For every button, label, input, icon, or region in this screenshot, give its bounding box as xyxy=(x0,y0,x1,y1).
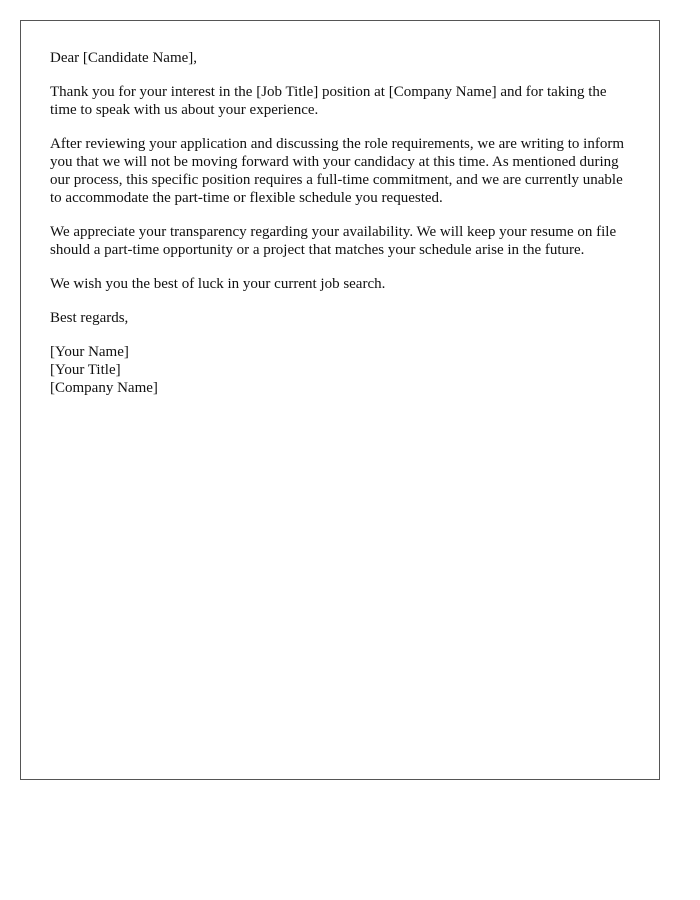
signature-block xyxy=(50,343,635,397)
paragraph-well-wishes: We wish you the best of luck in your current job search. xyxy=(50,276,386,292)
signature-company: [Company Name] xyxy=(50,380,158,396)
signature-name: [Your Name] xyxy=(50,344,129,360)
closing: Best regards, xyxy=(50,310,129,326)
salutation: Dear [Candidate Name], xyxy=(50,50,198,66)
paragraph-decision: After reviewing your application and discussing the role requirements, we are writing to inform you that we will not be moving forward with your candidacy at this time. As mentioned during our process, this specific position requires a full-time commitment, and we are currently unable to accommodate the part-time or flexible schedule you requested. xyxy=(50,136,624,206)
signature-title: [Your Title] xyxy=(50,362,121,378)
letter-frame xyxy=(20,20,660,780)
paragraph-thank-you: Thank you for your interest in the [Job Title] position at [Company Name] and for taking the time to speak with us about your experience. xyxy=(50,84,607,118)
letter-body xyxy=(50,49,635,413)
paragraph-future-opportunity: We appreciate your transparency regarding your availability. We will keep your resume on file should a part-time opportunity or a project that matches your schedule arise in the future. xyxy=(50,224,617,258)
